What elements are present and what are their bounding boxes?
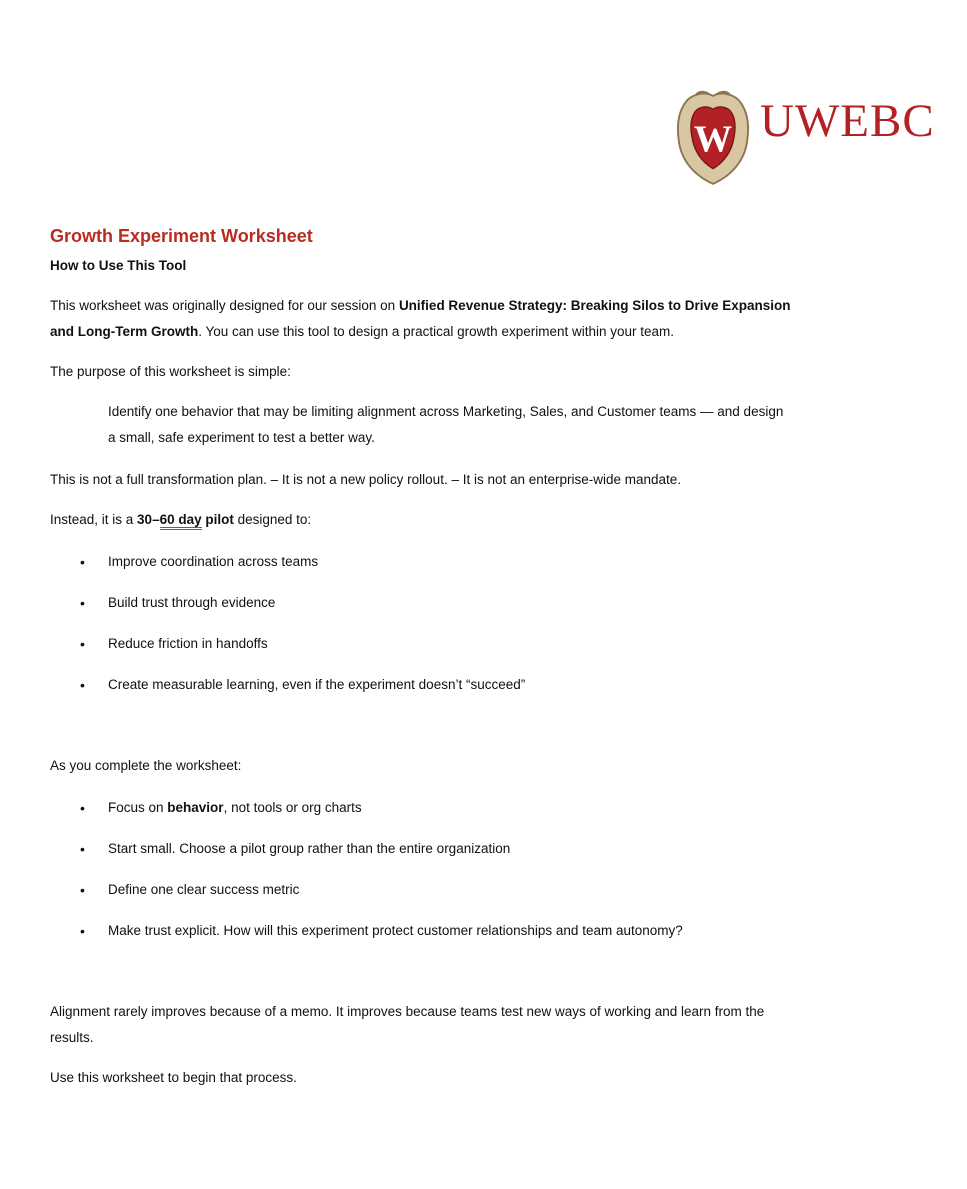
closing-line-1: Alignment rarely improves because of a memo. It improves because teams test new ways of working and learn from the — [50, 1004, 765, 1019]
final-paragraph — [50, 1065, 922, 1091]
text-run: . You can use this tool to design a practical growth experiment within your team. — [198, 324, 675, 339]
text-run-bold: Unified Revenue Strategy: Breaking Silos to Drive Expansion — [398, 298, 791, 313]
list-item: • Create measurable learning, even if the experiment doesn’t “succeed” — [50, 672, 922, 698]
intro-paragraph — [50, 293, 922, 345]
text-run: As you complete the worksheet: — [50, 758, 242, 773]
list-item: • Build trust through evidence — [50, 590, 922, 616]
grammar-flagged-text[interactable]: 60 day — [160, 512, 202, 530]
text-run: This is not a full transformation plan. – It is not a new policy rollout. – It is not an enterprise-wide mandate. — [50, 472, 682, 487]
list-item: • Reduce friction in handoffs — [50, 631, 922, 657]
closing-paragraph — [50, 999, 922, 1051]
text-run: Use this worksheet to begin that process. — [50, 1070, 297, 1085]
text-run-bold: 30– — [137, 512, 160, 527]
section-heading: How to Use This Tool — [50, 258, 187, 273]
intro-line-2 — [50, 319, 922, 345]
not-statements-paragraph — [50, 467, 922, 493]
text-run-bold: behavior — [167, 800, 224, 815]
uwebc-logo — [670, 85, 935, 188]
list-item: • Improve coordination across teams — [50, 549, 922, 575]
list-item: • Define one clear success metric — [50, 877, 922, 903]
text-run: This worksheet was originally designed for our session on — [50, 298, 399, 313]
pilot-paragraph — [50, 507, 922, 533]
list-item — [50, 795, 922, 821]
list-item: • Make trust explicit. How will this experiment protect customer relationships and team autonomy? — [50, 918, 922, 944]
text-run: Instead, it is a — [50, 512, 138, 527]
text-run: designed to: — [233, 512, 312, 527]
closing-line-2: results. — [50, 1030, 94, 1045]
text-run-bold: and Long-Term Growth — [50, 324, 199, 339]
page-title: Growth Experiment Worksheet — [50, 226, 313, 246]
crest-letter: W — [693, 118, 733, 161]
worksheet-tips-list — [50, 795, 922, 959]
intro-line-1 — [50, 293, 922, 319]
pilot-line — [50, 507, 922, 533]
logo-text: UWEBC — [760, 95, 935, 147]
quote-line-2: a small, safe experiment to test a better way. — [108, 430, 375, 445]
list-item: • Start small. Choose a pilot group rather than the entire organization — [50, 836, 922, 862]
purpose-lead-paragraph — [50, 359, 922, 385]
text-run-bold: pilot — [201, 512, 234, 527]
text-run: Focus on — [108, 800, 168, 815]
pilot-goals-list — [50, 549, 922, 713]
complete-lead-paragraph — [50, 753, 922, 779]
uw-crest-icon — [670, 88, 756, 188]
text-run: The purpose of this worksheet is simple: — [50, 364, 291, 379]
text-run: , not tools or org charts — [223, 800, 362, 815]
quote-line-1: Identify one behavior that may be limiting alignment across Marketing, Sales, and Customer teams — and design — [108, 404, 784, 419]
purpose-quote — [108, 399, 922, 451]
